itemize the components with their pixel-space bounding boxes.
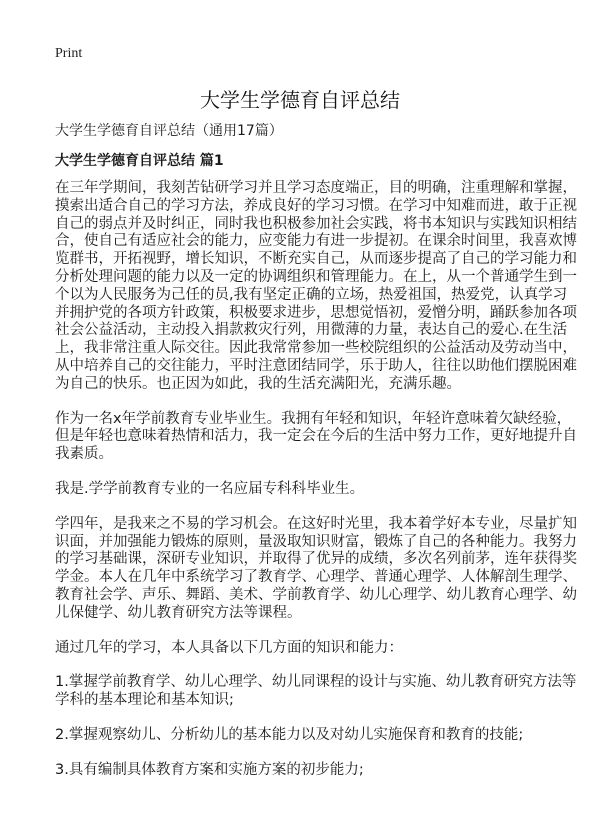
paragraph [55, 727, 555, 745]
paragraph-line: 儿保健学、幼儿教育研究方法等课程。 [55, 604, 302, 621]
paragraph-line: 我素质。 [55, 446, 113, 463]
section-heading: 大学生学德育自评总结 篇1 [55, 153, 224, 169]
paragraph-line: 从中培养自己的交往能力，平时注意团结同学，乐于助人，往往以助他们摆脱困难 [55, 357, 577, 374]
paragraph-line: 识面，并加强能力锻炼的原则，量汲取知识财富，锻炼了自己的各种能力。我努力 [55, 533, 577, 550]
paragraph [55, 481, 555, 499]
paragraph-line: 教育社会学、声乐、舞蹈、美术、学前教育学、幼儿心理学、幼儿教育心理学、幼 [55, 586, 577, 603]
paragraph [55, 410, 577, 464]
paragraph-line: 摸索出适合自己的学习方法，养成良好的学习习惯。在学习中知难而进，敢于正视 [55, 197, 577, 214]
paragraph-line: 为自己的快乐。也正因为如此，我的生活充满阳光，充满乐趣。 [55, 375, 461, 392]
paragraph-line: 学金。本人在几年中系统学习了教育学、心理学、普通心理学、人体解剖生理学、 [55, 569, 577, 586]
paragraph-line: 览群书，开拓视野，增长知识，不断充实自己，从而逐步提高了自己的学习能力和 [55, 251, 577, 268]
document-title: 大学生学德育自评总结 [200, 88, 400, 112]
paragraph-line: 学四年，是我来之不易的学习机会。在这好时光里，我本着学好本专业，尽量扩知 [55, 515, 577, 532]
paragraph [55, 180, 577, 394]
paragraph-line: 上，我非常注重人际交往。因此我常常参加一些校院组织的公益活动及劳动当中， [55, 340, 577, 357]
paragraph-line: 自己的弱点并及时纠正，同时我也积极参加社会实践，将书本知识与实践知识相结 [55, 215, 577, 232]
paragraph-line: 1.掌握学前教育学、幼儿心理学、幼儿同课程的设计与实施、幼儿教育研究方法等 [55, 674, 577, 691]
paragraph [55, 762, 555, 780]
paragraph-line: 的学习基础课，深研专业知识，并取得了优异的成绩，多次名列前茅，连年获得奖 [55, 551, 577, 568]
paragraph-line: 社会公益活动，主动投入捐款救灾行列，用微薄的力量，表达自己的爱心.在生活 [55, 322, 568, 339]
paragraph-line: 个以为人民服务为己任的员,我有坚定正确的立场，热爱祖国，热爱党，认真学习 [55, 286, 568, 303]
paragraph [55, 674, 577, 710]
document-subtitle: 大学生学德育自评总结（通用17篇） [55, 123, 283, 139]
paragraph-line: 作为一名x年学前教育专业毕业生。我拥有年轻和知识，年轻许意味着欠缺经验， [55, 410, 572, 427]
document-body [55, 180, 577, 797]
paragraph-line: 学科的基本理论和基本知识; [55, 692, 234, 709]
paragraph [55, 515, 577, 623]
paragraph-line: 我是.学学前教育专业的一名应届专科科毕业生。 [55, 480, 365, 497]
paragraph-line: 合，使自己有适应社会的能力，应变能力有进一步提初。在课余时间里，我喜欢博 [55, 233, 577, 250]
paragraph-line: 2.掌握观察幼儿、分析幼儿的基本能力以及对幼儿实施保育和教育的技能; [55, 726, 524, 743]
paragraph-line: 但是年轻也意味着热情和活力，我一定会在今后的生活中努力工作，更好地提升自 [55, 428, 577, 445]
paragraph [55, 640, 555, 658]
paragraph-line: 3.具有编制具体教育方案和实施方案的初步能力; [55, 761, 364, 778]
paragraph-line: 在三年学期间，我刻苦钻研学习并且学习态度端正，目的明确，注重理解和掌握， [55, 180, 577, 196]
print-link[interactable]: Print [55, 46, 83, 61]
paragraph-line: 分析处理问题的能力以及一定的协调组织和管理能力。在上，从一个普通学生到一 [55, 268, 577, 285]
paragraph-line: 并拥护党的各项方针政策，积极要求进步，思想觉悟初，爱憎分明，踊跃参加各项 [55, 304, 577, 321]
paragraph-line: 通过几年的学习，本人具备以下几方面的知识和能力： [55, 639, 403, 656]
